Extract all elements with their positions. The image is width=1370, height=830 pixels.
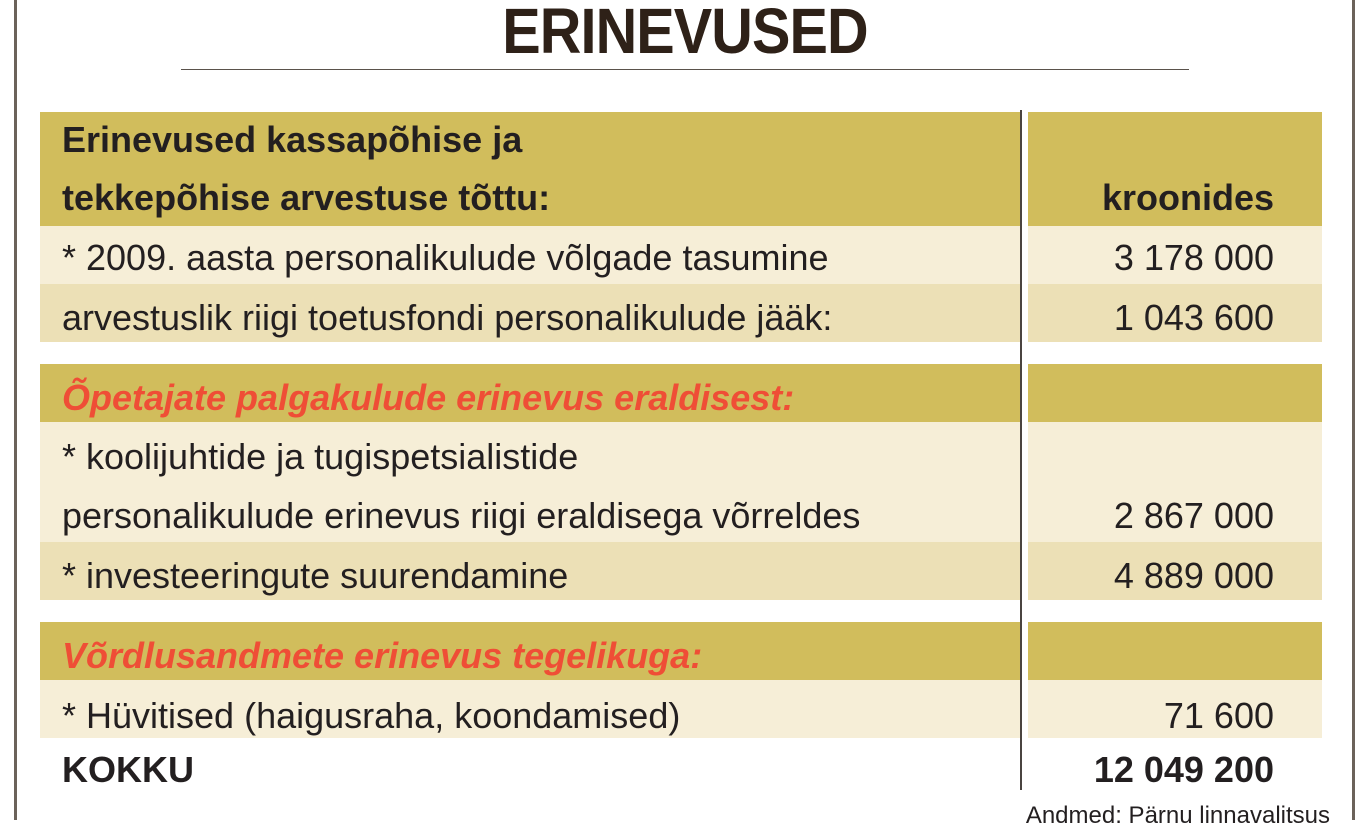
row-value: 3 178 000 [1113, 237, 1274, 278]
row-value: 4 889 000 [1113, 555, 1274, 596]
row-label: * 2009. aasta personalikulude võlgade tasumine [62, 237, 829, 278]
total-label: KOKKU [62, 749, 194, 790]
header-line-2: tekkepõhise arvestuse tõttu: [62, 177, 551, 218]
section2-heading: Õpetajate palgakulude erinevus eraldisest: [62, 377, 795, 418]
row-label-line-2: personalikulude erinevus riigi eraldisega võrreldes [62, 495, 861, 536]
row-value: 71 600 [1163, 695, 1274, 736]
source-credit: Andmed: Pärnu linnavalitsus [1025, 802, 1330, 829]
total-value: 12 049 200 [1093, 749, 1274, 790]
row-label: * Hüvitised (haigusraha, koondamised) [62, 695, 681, 736]
column-divider [1020, 110, 1022, 790]
title-divider [181, 69, 1189, 70]
column-gap [1022, 112, 1028, 742]
row-label-line-1: * koolijuhtide ja tugispetsialistide [62, 436, 579, 477]
unit-header: kroonides [1101, 177, 1274, 218]
page-title: ERINEVUSED [502, 0, 868, 67]
row-label: arvestuslik riigi toetusfondi personalikulude jääk: [62, 297, 833, 338]
header-line-1: Erinevused kassapõhise ja [62, 119, 523, 160]
row-value: 1 043 600 [1113, 297, 1274, 338]
section3-heading: Võrdlusandmete erinevus tegelikuga: [62, 635, 703, 676]
frame-right-border [1352, 0, 1355, 820]
row-label: * investeeringute suurendamine [62, 555, 569, 596]
row-value: 2 867 000 [1113, 495, 1274, 536]
frame-left-border [14, 0, 17, 820]
